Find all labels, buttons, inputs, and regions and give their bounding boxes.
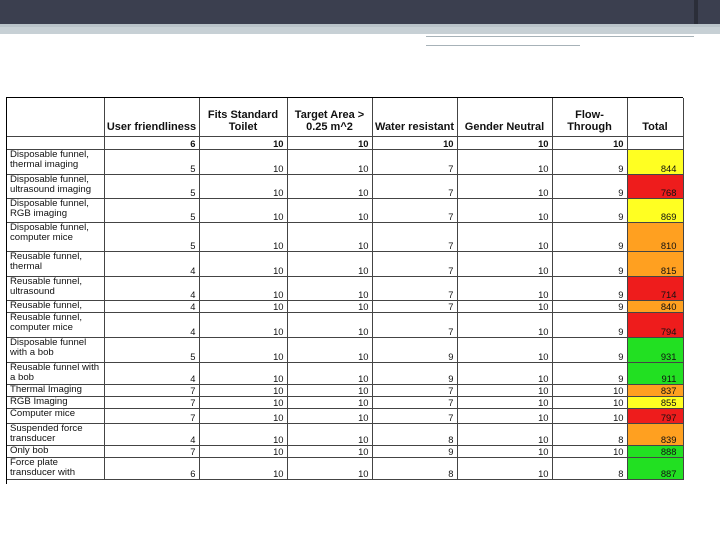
score-cell: 10 [287, 174, 372, 198]
score-cell: 10 [287, 408, 372, 423]
score-cell: 10 [552, 408, 627, 423]
table-row [7, 312, 683, 337]
design-option-label: Reusable funnel, computer mice [7, 312, 104, 337]
score-cell: 7 [372, 251, 457, 276]
score-cell: 10 [199, 457, 287, 479]
score-cell: 7 [372, 312, 457, 337]
total-score-cell: 911 [627, 362, 683, 384]
weight-cell [627, 136, 683, 149]
score-cell: 7 [104, 445, 199, 457]
table-row [7, 300, 683, 312]
total-score-cell: 839 [627, 423, 683, 445]
table-row [7, 384, 683, 396]
score-cell: 10 [287, 396, 372, 408]
design-option-label: Disposable funnel, thermal imaging [7, 149, 104, 174]
score-cell: 10 [457, 384, 552, 396]
table-row [7, 198, 683, 222]
score-cell: 10 [199, 445, 287, 457]
score-cell: 5 [104, 222, 199, 251]
table-row [7, 362, 683, 384]
score-cell: 10 [199, 396, 287, 408]
score-cell: 9 [552, 222, 627, 251]
total-score-cell: 815 [627, 251, 683, 276]
header-criterion: Flow-Through [552, 98, 627, 136]
score-cell: 10 [199, 174, 287, 198]
design-option-label: Force plate transducer with [7, 457, 104, 479]
score-cell: 10 [199, 362, 287, 384]
design-option-label: Suspended force transducer [7, 423, 104, 445]
design-option-label: Disposable funnel, RGB imaging [7, 198, 104, 222]
score-cell: 8 [552, 423, 627, 445]
score-cell: 9 [372, 362, 457, 384]
total-score-cell: 844 [627, 149, 683, 174]
score-cell: 9 [552, 312, 627, 337]
score-cell: 10 [457, 222, 552, 251]
score-cell: 4 [104, 423, 199, 445]
total-score-cell: 888 [627, 445, 683, 457]
score-cell: 7 [372, 198, 457, 222]
score-cell: 10 [457, 362, 552, 384]
header-criterion: Target Area > 0.25 m^2 [287, 98, 372, 136]
design-option-label: Disposable funnel with a bob [7, 337, 104, 362]
score-cell: 10 [199, 384, 287, 396]
score-cell: 10 [287, 384, 372, 396]
header-criterion: Gender Neutral [457, 98, 552, 136]
score-cell: 5 [104, 198, 199, 222]
design-option-label: Disposable funnel, computer mice [7, 222, 104, 251]
score-cell: 10 [199, 312, 287, 337]
score-cell: 10 [199, 276, 287, 300]
table-row [7, 276, 683, 300]
score-cell: 9 [552, 198, 627, 222]
score-cell: 7 [372, 149, 457, 174]
score-cell: 9 [372, 337, 457, 362]
score-cell: 5 [104, 337, 199, 362]
decision-matrix [6, 97, 683, 484]
table-row [7, 222, 683, 251]
score-cell: 5 [104, 149, 199, 174]
score-cell: 10 [457, 457, 552, 479]
score-cell: 10 [287, 251, 372, 276]
score-cell: 8 [372, 423, 457, 445]
score-cell: 7 [372, 276, 457, 300]
score-cell: 10 [457, 198, 552, 222]
score-cell: 7 [104, 384, 199, 396]
score-cell: 10 [199, 423, 287, 445]
weights-label [7, 136, 104, 149]
total-score-cell: 714 [627, 276, 683, 300]
weight-cell: 10 [199, 136, 287, 149]
weight-cell: 6 [104, 136, 199, 149]
score-cell: 9 [372, 445, 457, 457]
score-cell: 10 [457, 312, 552, 337]
table-row [7, 149, 683, 174]
total-score-cell: 837 [627, 384, 683, 396]
score-cell: 10 [287, 312, 372, 337]
score-cell: 9 [552, 174, 627, 198]
weight-cell: 10 [287, 136, 372, 149]
design-option-label: Reusable funnel, thermal [7, 251, 104, 276]
total-score-cell: 931 [627, 337, 683, 362]
weights-row [7, 136, 683, 149]
score-cell: 9 [552, 251, 627, 276]
total-score-cell: 887 [627, 457, 683, 479]
accent-rule [426, 45, 580, 46]
score-cell: 10 [457, 149, 552, 174]
score-cell: 4 [104, 312, 199, 337]
score-cell: 9 [552, 300, 627, 312]
score-cell: 10 [457, 408, 552, 423]
score-cell: 10 [552, 396, 627, 408]
score-cell: 10 [287, 445, 372, 457]
score-cell: 10 [287, 198, 372, 222]
design-option-label: Reusable funnel with a bob [7, 362, 104, 384]
score-cell: 7 [372, 300, 457, 312]
score-cell: 4 [104, 276, 199, 300]
score-cell: 10 [457, 251, 552, 276]
score-cell: 7 [372, 408, 457, 423]
design-option-label: Reusable funnel, ultrasound [7, 276, 104, 300]
score-cell: 10 [287, 222, 372, 251]
score-cell: 10 [287, 276, 372, 300]
header-row [7, 98, 683, 136]
table-row [7, 396, 683, 408]
header-corner [7, 98, 104, 136]
score-cell: 10 [552, 445, 627, 457]
weight-cell: 10 [457, 136, 552, 149]
score-cell: 10 [287, 362, 372, 384]
score-cell: 10 [199, 198, 287, 222]
design-option-label: Disposable funnel, ultrasound imaging [7, 174, 104, 198]
score-cell: 10 [552, 384, 627, 396]
design-option-label: Computer mice [7, 408, 104, 423]
score-cell: 10 [287, 337, 372, 362]
score-cell: 7 [372, 384, 457, 396]
title-bar-notch [694, 0, 698, 24]
score-cell: 7 [372, 174, 457, 198]
score-cell: 10 [199, 149, 287, 174]
header-criterion: Water resistant [372, 98, 457, 136]
weight-cell: 10 [552, 136, 627, 149]
score-cell: 10 [199, 251, 287, 276]
accent-rule [426, 36, 694, 37]
decision-matrix-table [7, 98, 684, 480]
total-score-cell: 794 [627, 312, 683, 337]
table-row [7, 408, 683, 423]
design-option-label: Only bob [7, 445, 104, 457]
table-row [7, 337, 683, 362]
score-cell: 9 [552, 362, 627, 384]
title-bar [0, 0, 720, 24]
score-cell: 4 [104, 362, 199, 384]
score-cell: 4 [104, 300, 199, 312]
design-option-label: RGB Imaging [7, 396, 104, 408]
total-score-cell: 768 [627, 174, 683, 198]
design-option-label: Thermal Imaging [7, 384, 104, 396]
title-bar-accent [0, 27, 720, 34]
total-score-cell: 855 [627, 396, 683, 408]
score-cell: 9 [552, 337, 627, 362]
score-cell: 10 [457, 174, 552, 198]
table-row [7, 251, 683, 276]
score-cell: 10 [199, 300, 287, 312]
table-row [7, 174, 683, 198]
design-option-label: Reusable funnel, [7, 300, 104, 312]
score-cell: 5 [104, 174, 199, 198]
total-score-cell: 810 [627, 222, 683, 251]
weight-cell: 10 [372, 136, 457, 149]
total-score-cell: 840 [627, 300, 683, 312]
score-cell: 10 [287, 149, 372, 174]
score-cell: 10 [199, 408, 287, 423]
score-cell: 10 [457, 423, 552, 445]
score-cell: 7 [372, 396, 457, 408]
score-cell: 9 [552, 276, 627, 300]
score-cell: 10 [199, 337, 287, 362]
score-cell: 10 [457, 337, 552, 362]
score-cell: 10 [457, 276, 552, 300]
score-cell: 10 [457, 445, 552, 457]
score-cell: 10 [287, 423, 372, 445]
score-cell: 8 [372, 457, 457, 479]
total-score-cell: 797 [627, 408, 683, 423]
header-total: Total [627, 98, 683, 136]
score-cell: 7 [372, 222, 457, 251]
score-cell: 10 [287, 457, 372, 479]
score-cell: 7 [104, 396, 199, 408]
score-cell: 7 [104, 408, 199, 423]
score-cell: 10 [457, 300, 552, 312]
score-cell: 9 [552, 149, 627, 174]
table-row [7, 423, 683, 445]
table-row [7, 445, 683, 457]
score-cell: 10 [287, 300, 372, 312]
header-criterion: User friendliness [104, 98, 199, 136]
score-cell: 10 [199, 222, 287, 251]
score-cell: 6 [104, 457, 199, 479]
score-cell: 8 [552, 457, 627, 479]
header-criterion: Fits Standard Toilet [199, 98, 287, 136]
table-row [7, 457, 683, 479]
score-cell: 4 [104, 251, 199, 276]
total-score-cell: 869 [627, 198, 683, 222]
score-cell: 10 [457, 396, 552, 408]
